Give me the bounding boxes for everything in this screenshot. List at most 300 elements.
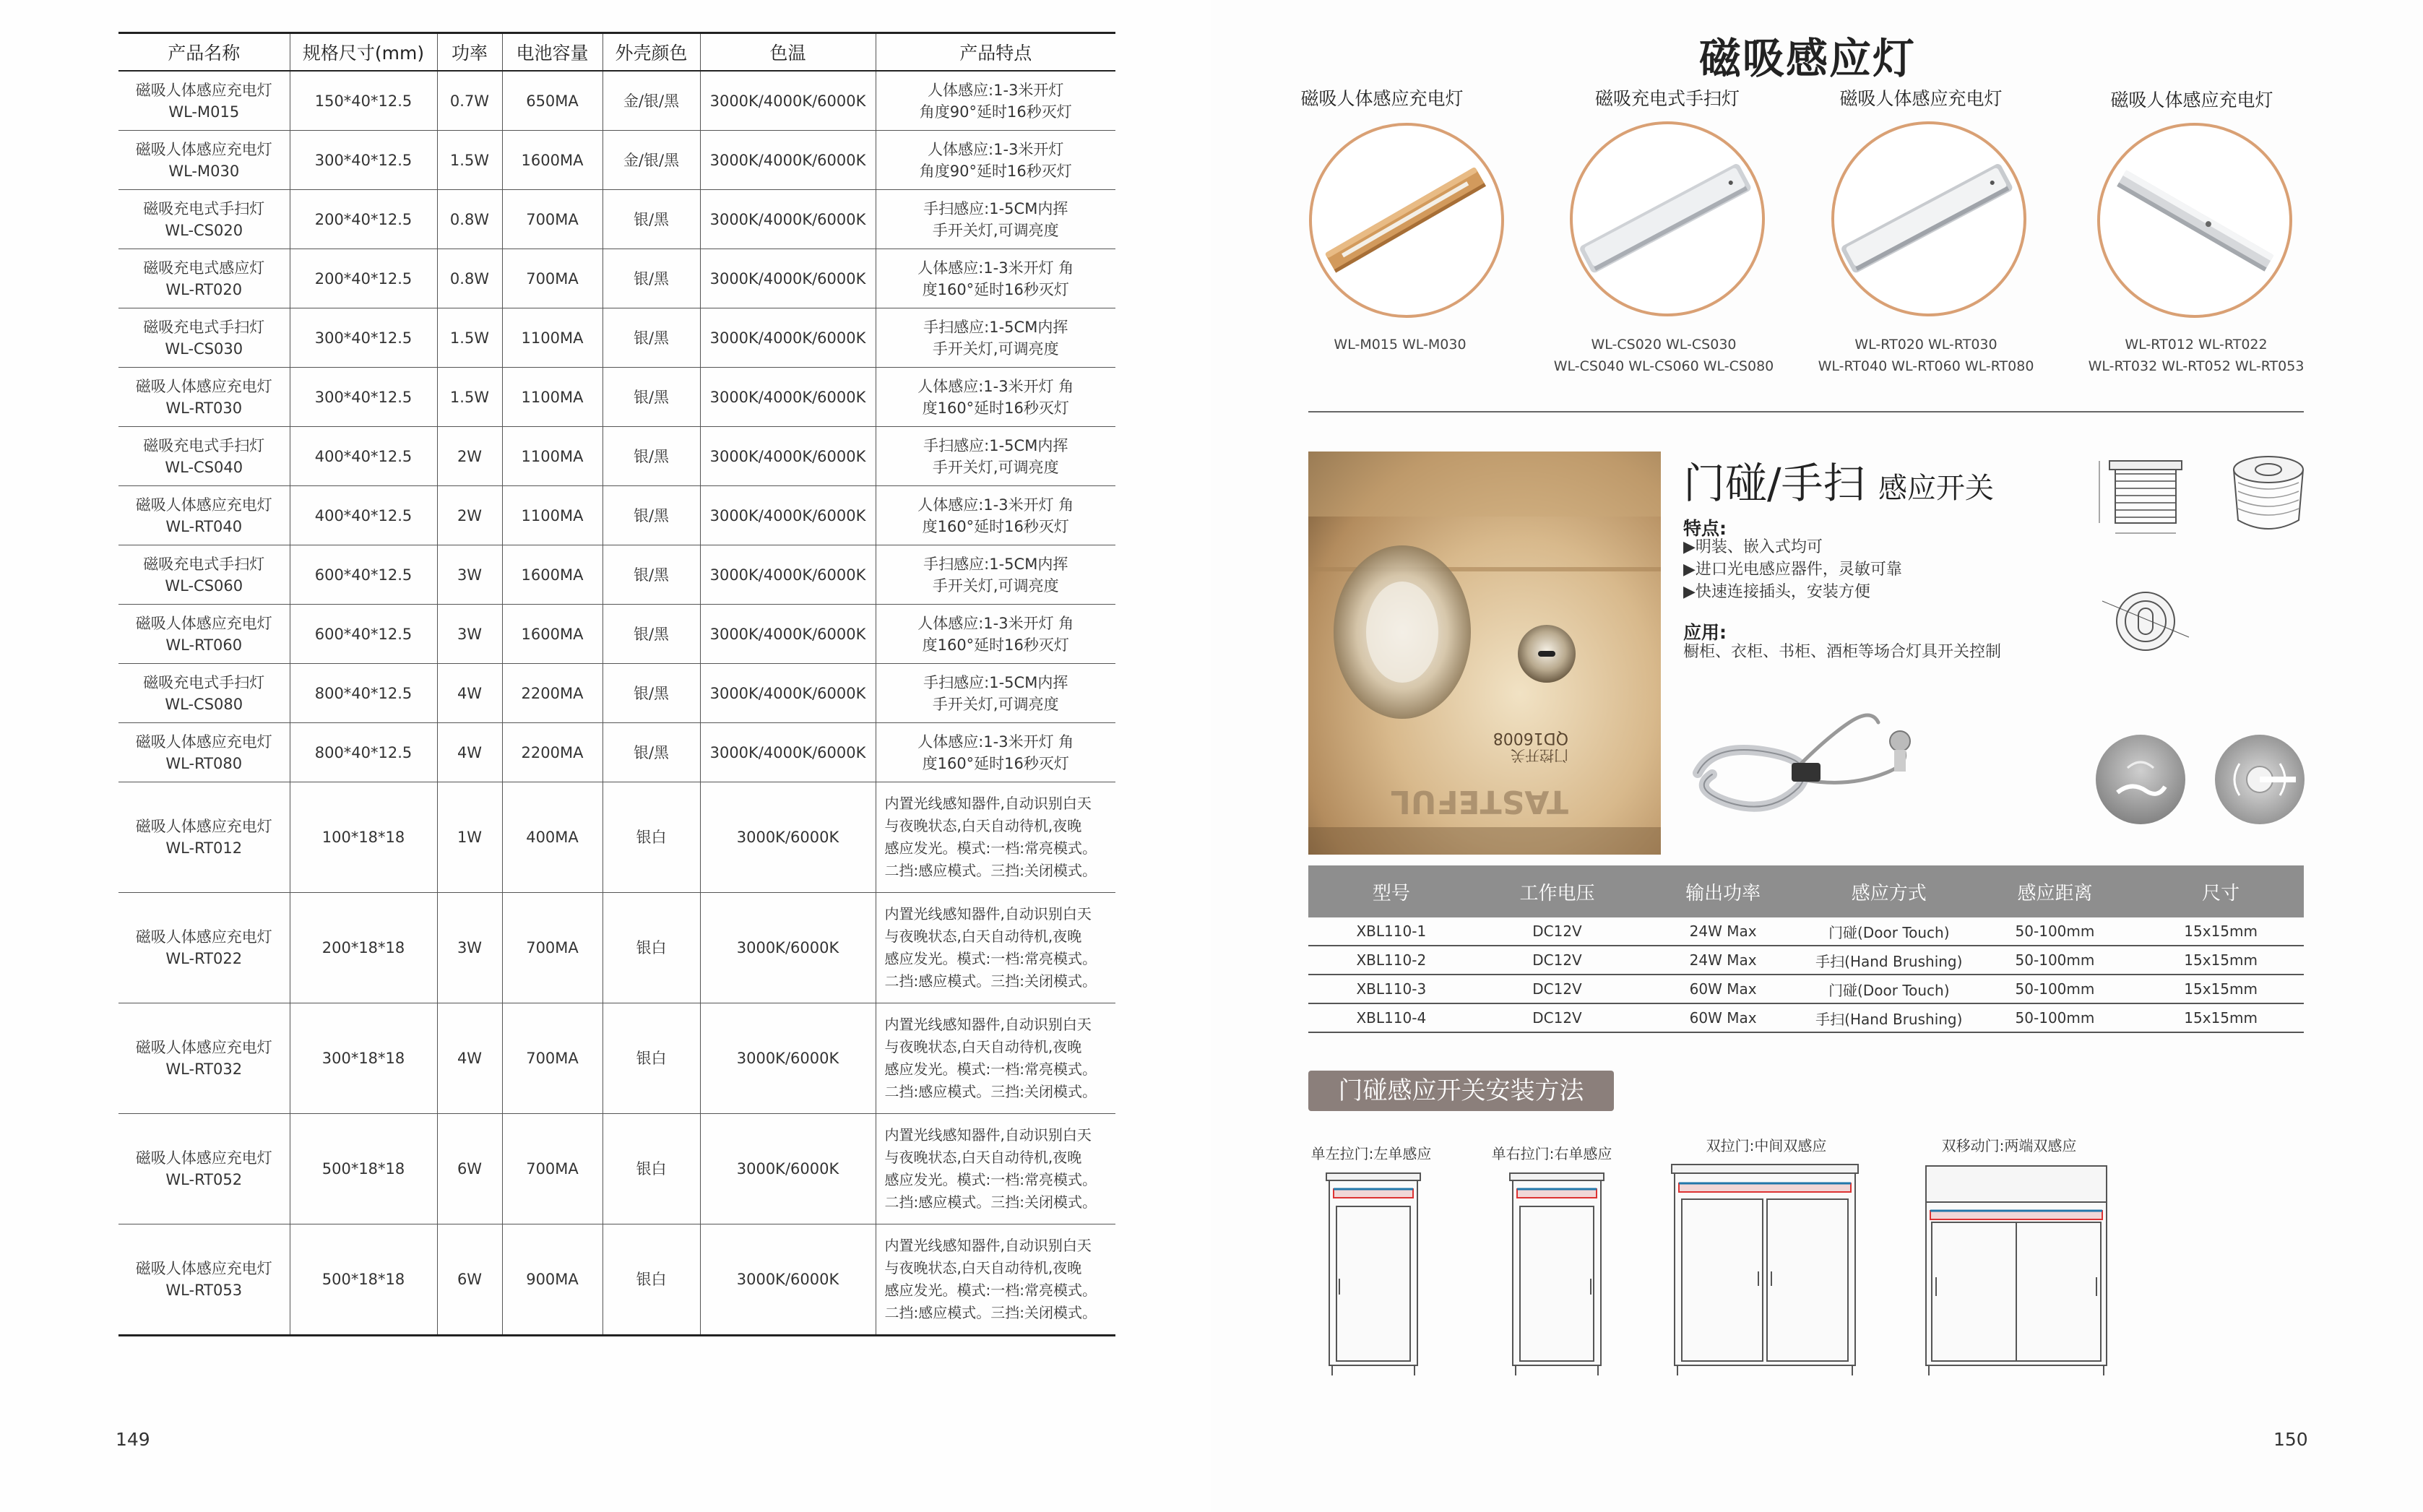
feature-line: 二挡:感应模式。三挡:关闭模式。 xyxy=(884,1083,1097,1100)
table-row xyxy=(118,427,1115,486)
feature-line: 二挡:感应模式。三挡:关闭模式。 xyxy=(884,1304,1097,1321)
page-number-left: 149 xyxy=(116,1429,150,1450)
product-model: WL-CS040 xyxy=(165,458,243,476)
feature-line: 内置光线感知器件,自动识别白天 xyxy=(884,1237,1092,1254)
battery-cell: 2200MA xyxy=(502,723,602,782)
product-name-cell xyxy=(118,1003,290,1114)
table-row xyxy=(118,545,1115,605)
size-cell: 800*40*12.5 xyxy=(290,723,437,782)
shell-color-cell: 银/黑 xyxy=(602,605,700,664)
header-shell-color: 外壳颜色 xyxy=(602,33,700,72)
color-temp-cell: 3000K/6000K xyxy=(700,1003,876,1114)
feature-cell xyxy=(876,249,1115,308)
shell-color-cell: 银/黑 xyxy=(602,190,700,249)
battery-cell: 700MA xyxy=(502,1003,602,1114)
voltage-cell: DC12V xyxy=(1474,1003,1641,1032)
feature-item: ▶明装、嵌入式均可 xyxy=(1683,538,1823,556)
color-temp-cell: 3000K/6000K xyxy=(700,1224,876,1336)
size-cell: 400*40*12.5 xyxy=(290,486,437,545)
photo-brand-text: TASTEFUL xyxy=(1390,783,1568,820)
feature-cell xyxy=(876,190,1115,249)
product-name-cell xyxy=(118,486,290,545)
product-name-cell xyxy=(118,1224,290,1336)
switch-cable-image xyxy=(1683,694,1929,831)
feature-cell xyxy=(876,545,1115,605)
feature-line: 手开关灯,可调亮度 xyxy=(932,576,1059,595)
product-name: 磁吸人体感应充电灯 xyxy=(135,1039,272,1056)
color-temp-cell: 3000K/6000K xyxy=(700,893,876,1003)
product-models-3-line2: WL-RT040 WL-RT060 WL-RT080 xyxy=(1818,358,2034,374)
model-cell: XBL110-3 xyxy=(1308,975,1474,1003)
dimensions-cell: 15x15mm xyxy=(2138,975,2304,1003)
feature-line: 与夜晚状态,白天自动待机,夜晚 xyxy=(884,1259,1082,1276)
photo-label-code: QD16008 xyxy=(1493,729,1568,747)
product-models-4 xyxy=(2073,334,2319,377)
table-row xyxy=(1308,946,2304,975)
product-name-cell xyxy=(118,368,290,427)
switch-table-body xyxy=(1308,917,2304,1032)
size-cell: 100*18*18 xyxy=(290,782,437,893)
product-name: 磁吸充电式手扫灯 xyxy=(143,673,265,691)
table-row xyxy=(118,893,1115,1003)
feature-line: 度160°延时16秒灭灯 xyxy=(922,517,1069,535)
feature-cell xyxy=(876,427,1115,486)
product-name-cell xyxy=(118,605,290,664)
voltage-cell: DC12V xyxy=(1474,946,1641,975)
battery-cell: 700MA xyxy=(502,893,602,1003)
product-title-4: 磁吸人体感应充电灯 xyxy=(2110,90,2273,111)
power-cell: 3W xyxy=(437,545,502,605)
power-cell: 2W xyxy=(437,486,502,545)
power-cell: 6W xyxy=(437,1114,502,1224)
output-power-cell: 60W Max xyxy=(1640,1003,1806,1032)
feature-cell xyxy=(876,605,1115,664)
color-temp-cell: 3000K/4000K/6000K xyxy=(700,190,876,249)
cabinet-label-3: 双拉门:中间双感应 xyxy=(1706,1137,1827,1154)
feature-line: 手扫感应:1-5CM内挥 xyxy=(923,318,1068,336)
switch-dimension-drawing xyxy=(2081,448,2312,665)
feature-cell xyxy=(876,1224,1115,1336)
header-sensing-mode: 感应方式 xyxy=(1806,865,1972,917)
product-name-cell xyxy=(118,249,290,308)
cabinet-double-swing-drawing xyxy=(1667,1162,1862,1380)
product-name: 磁吸充电式手扫灯 xyxy=(143,555,265,573)
shell-color-cell: 银白 xyxy=(602,1224,700,1336)
feature-line: 度160°延时16秒灭灯 xyxy=(922,280,1069,298)
photo-label-type: 门控开关 xyxy=(1511,747,1568,764)
feature-line: 与夜晚状态,白天自动待机,夜晚 xyxy=(884,1149,1082,1166)
hand-sweep-sensor-icon xyxy=(2096,735,2185,824)
spec-table-body xyxy=(118,71,1115,1336)
size-cell: 300*40*12.5 xyxy=(290,131,437,190)
power-cell: 4W xyxy=(437,664,502,723)
cabinet-label-2: 单右拉门:右单感应 xyxy=(1491,1145,1612,1162)
sensing-mode-cell: 手扫(Hand Brushing) xyxy=(1806,1003,1972,1032)
product-models-3-line1: WL-RT020 WL-RT030 xyxy=(1854,337,1997,353)
page-title: 磁吸感应灯 xyxy=(1699,34,1917,83)
shell-color-cell: 银/黑 xyxy=(602,486,700,545)
feature-item: ▶进口光电感应器件，灵敏可靠 xyxy=(1683,561,1902,579)
product-model: WL-M015 xyxy=(168,103,240,121)
sensing-mode-cell: 门碰(Door Touch) xyxy=(1806,975,1972,1003)
feature-line: 手扫感应:1-5CM内挥 xyxy=(923,555,1068,573)
product-name: 磁吸人体感应充电灯 xyxy=(135,140,272,158)
product-name-cell xyxy=(118,723,290,782)
battery-cell: 1600MA xyxy=(502,131,602,190)
color-temp-cell: 3000K/4000K/6000K xyxy=(700,486,876,545)
size-cell: 600*40*12.5 xyxy=(290,545,437,605)
battery-cell: 650MA xyxy=(502,71,602,131)
power-cell: 0.8W xyxy=(437,249,502,308)
cabinet-label-1: 单左拉门:左单感应 xyxy=(1310,1145,1432,1162)
battery-cell: 700MA xyxy=(502,249,602,308)
features-label: 特点: xyxy=(1683,518,1727,539)
product-name-cell xyxy=(118,427,290,486)
feature-cell xyxy=(876,664,1115,723)
battery-cell: 1100MA xyxy=(502,486,602,545)
feature-line: 人体感应:1-3米开灯 角 xyxy=(917,733,1074,751)
cabinet-single-right-drawing xyxy=(1503,1170,1611,1380)
product-name: 磁吸人体感应充电灯 xyxy=(135,818,272,835)
output-power-cell: 24W Max xyxy=(1640,917,1806,946)
product-name: 磁吸人体感应充电灯 xyxy=(135,614,272,632)
product-name-cell xyxy=(118,71,290,131)
color-temp-cell: 3000K/6000K xyxy=(700,1114,876,1224)
power-cell: 0.7W xyxy=(437,71,502,131)
feature-line: 角度90°延时16秒灭灯 xyxy=(919,162,1072,180)
shell-color-cell: 银/黑 xyxy=(602,308,700,368)
usage-text: 橱柜、衣柜、书柜、酒柜等场合灯具开关控制 xyxy=(1683,643,2002,661)
product-model: WL-RT030 xyxy=(165,399,243,417)
product-model: WL-RT080 xyxy=(165,754,243,772)
power-cell: 1.5W xyxy=(437,308,502,368)
feature-cell xyxy=(876,308,1115,368)
shell-color-cell: 银/黑 xyxy=(602,723,700,782)
feature-line: 手扫感应:1-5CM内挥 xyxy=(923,673,1068,691)
product-model: WL-RT053 xyxy=(165,1282,243,1299)
product-name: 磁吸充电式手扫灯 xyxy=(143,199,265,217)
battery-cell: 1600MA xyxy=(502,545,602,605)
switch-title-sub: 感应开关 xyxy=(1878,472,1994,505)
product-image-gold-bar xyxy=(1309,123,1504,318)
header-size: 规格尺寸(mm) xyxy=(290,33,437,72)
power-cell: 1.5W xyxy=(437,131,502,190)
table-row xyxy=(1308,1003,2304,1032)
sensing-distance-cell: 50-100mm xyxy=(1972,917,2138,946)
features-list xyxy=(1683,536,1902,603)
size-cell: 800*40*12.5 xyxy=(290,664,437,723)
color-temp-cell: 3000K/4000K/6000K xyxy=(700,368,876,427)
product-name: 磁吸人体感应充电灯 xyxy=(135,1260,272,1277)
model-cell: XBL110-1 xyxy=(1308,917,1474,946)
color-temp-cell: 3000K/4000K/6000K xyxy=(700,249,876,308)
size-cell: 150*40*12.5 xyxy=(290,71,437,131)
color-temp-cell: 3000K/4000K/6000K xyxy=(700,605,876,664)
spec-table-header xyxy=(118,33,1115,72)
feature-line: 内置光线感知器件,自动识别白天 xyxy=(884,1016,1092,1033)
battery-cell: 700MA xyxy=(502,1114,602,1224)
color-temp-cell: 3000K/4000K/6000K xyxy=(700,71,876,131)
feature-line: 与夜晚状态,白天自动待机,夜晚 xyxy=(884,1038,1082,1055)
battery-cell: 1100MA xyxy=(502,308,602,368)
shell-color-cell: 金/银/黑 xyxy=(602,131,700,190)
color-temp-cell: 3000K/4000K/6000K xyxy=(700,308,876,368)
product-name: 磁吸充电式手扫灯 xyxy=(143,436,265,454)
size-cell: 300*40*12.5 xyxy=(290,368,437,427)
feature-line: 感应发光。模式:一档:常亮模式。 xyxy=(884,1060,1097,1078)
product-name-cell xyxy=(118,782,290,893)
page-number-right: 150 xyxy=(2273,1429,2308,1450)
table-row xyxy=(118,486,1115,545)
header-color-temp: 色温 xyxy=(700,33,876,72)
header-features: 产品特点 xyxy=(876,33,1115,72)
feature-line: 感应发光。模式:一档:常亮模式。 xyxy=(884,1282,1097,1299)
table-row xyxy=(118,664,1115,723)
voltage-cell: DC12V xyxy=(1474,975,1641,1003)
feature-line: 手开关灯,可调亮度 xyxy=(932,458,1059,476)
feature-line: 度160°延时16秒灭灯 xyxy=(922,636,1069,654)
battery-cell: 1600MA xyxy=(502,605,602,664)
feature-line: 手扫感应:1-5CM内挥 xyxy=(923,436,1068,454)
product-name: 磁吸充电式感应灯 xyxy=(143,259,265,277)
power-cell: 0.8W xyxy=(437,190,502,249)
dimensions-cell: 15x15mm xyxy=(2138,946,2304,975)
power-cell: 1.5W xyxy=(437,368,502,427)
product-name: 磁吸充电式手扫灯 xyxy=(143,318,265,336)
product-model: WL-RT052 xyxy=(165,1171,243,1188)
header-battery: 电池容量 xyxy=(502,33,602,72)
product-title-2: 磁吸充电式手扫灯 xyxy=(1594,88,1740,109)
feature-line: 度160°延时16秒灭灯 xyxy=(922,399,1069,417)
sensing-distance-cell: 50-100mm xyxy=(1972,975,2138,1003)
product-model: WL-RT060 xyxy=(165,636,243,654)
install-method-badge: 门碰感应开关安装方法 xyxy=(1308,1071,1614,1111)
feature-line: 手开关灯,可调亮度 xyxy=(932,221,1059,239)
cabinet-double-sliding-drawing xyxy=(1919,1162,2114,1380)
header-dimensions: 尺寸 xyxy=(2138,865,2304,917)
feature-cell xyxy=(876,782,1115,893)
feature-cell xyxy=(876,1003,1115,1114)
product-model: WL-CS080 xyxy=(165,695,243,713)
color-temp-cell: 3000K/4000K/6000K xyxy=(700,131,876,190)
silver-light-bar-icon xyxy=(1573,124,1762,314)
color-temp-cell: 3000K/4000K/6000K xyxy=(700,723,876,782)
door-touch-sensor-icon xyxy=(2215,735,2305,824)
feature-item: ▶快速连接插头，安装方便 xyxy=(1683,583,1870,601)
switch-title-main: 门碰/手扫 xyxy=(1683,459,1865,508)
size-cell: 500*18*18 xyxy=(290,1114,437,1224)
table-row xyxy=(118,308,1115,368)
battery-cell: 1100MA xyxy=(502,368,602,427)
feature-line: 与夜晚状态,白天自动待机,夜晚 xyxy=(884,928,1082,945)
silver-light-bar-icon xyxy=(1834,124,2024,314)
product-model: WL-RT040 xyxy=(165,517,243,535)
product-name-cell xyxy=(118,131,290,190)
table-row xyxy=(118,782,1115,893)
feature-cell xyxy=(876,723,1115,782)
table-row xyxy=(118,723,1115,782)
product-models-2-line2: WL-CS040 WL-CS060 WL-CS080 xyxy=(1553,358,1774,374)
size-cell: 300*40*12.5 xyxy=(290,308,437,368)
sensing-mode-cell: 手扫(Hand Brushing) xyxy=(1806,946,1972,975)
power-cell: 4W xyxy=(437,1003,502,1114)
shell-color-cell: 银/黑 xyxy=(602,368,700,427)
size-cell: 200*18*18 xyxy=(290,893,437,1003)
product-model: WL-RT022 xyxy=(165,950,243,967)
spec-table xyxy=(118,32,1115,1336)
product-name-cell xyxy=(118,893,290,1003)
feature-line: 手扫感应:1-5CM内挥 xyxy=(923,199,1068,217)
product-model: WL-CS020 xyxy=(165,221,243,239)
feature-line: 人体感应:1-3米开灯 角 xyxy=(917,614,1074,632)
header-power: 功率 xyxy=(437,33,502,72)
feature-line: 人体感应:1-3米开灯 xyxy=(928,81,1064,99)
battery-cell: 1100MA xyxy=(502,427,602,486)
sensing-distance-cell: 50-100mm xyxy=(1972,1003,2138,1032)
feature-line: 二挡:感应模式。三挡:关闭模式。 xyxy=(884,1193,1097,1211)
product-name-cell xyxy=(118,1114,290,1224)
feature-cell xyxy=(876,1114,1115,1224)
section-divider xyxy=(1308,411,2304,412)
size-cell: 500*18*18 xyxy=(290,1224,437,1336)
switch-photo-art xyxy=(1308,452,1661,855)
product-models-3 xyxy=(1803,334,2049,377)
sensing-mode-cell: 门碰(Door Touch) xyxy=(1806,917,1972,946)
battery-cell: 400MA xyxy=(502,782,602,893)
battery-cell: 900MA xyxy=(502,1224,602,1336)
header-model: 型号 xyxy=(1308,865,1474,917)
cabinet-label-4: 双移动门:两端双感应 xyxy=(1941,1137,2077,1154)
product-name-cell xyxy=(118,545,290,605)
shell-color-cell: 银/黑 xyxy=(602,249,700,308)
shell-color-cell: 银白 xyxy=(602,1114,700,1224)
shell-color-cell: 银白 xyxy=(602,782,700,893)
product-models-4-line2: WL-RT032 WL-RT052 WL-RT053 xyxy=(2088,358,2305,374)
size-cell: 400*40*12.5 xyxy=(290,427,437,486)
product-model: WL-CS030 xyxy=(165,340,243,358)
shell-color-cell: 银/黑 xyxy=(602,664,700,723)
product-models-4-line1: WL-RT012 WL-RT022 xyxy=(2125,337,2268,353)
output-power-cell: 24W Max xyxy=(1640,946,1806,975)
model-cell: XBL110-2 xyxy=(1308,946,1474,975)
table-row xyxy=(1308,975,2304,1003)
feature-line: 手开关灯,可调亮度 xyxy=(932,340,1059,358)
dimensions-cell: 15x15mm xyxy=(2138,1003,2304,1032)
feature-line: 人体感应:1-3米开灯 角 xyxy=(917,377,1074,395)
switch-title xyxy=(1683,449,1994,510)
header-product-name: 产品名称 xyxy=(118,33,290,72)
color-temp-cell: 3000K/4000K/6000K xyxy=(700,545,876,605)
power-cell: 2W xyxy=(437,427,502,486)
dimensions-cell: 15x15mm xyxy=(2138,917,2304,946)
table-row xyxy=(118,71,1115,131)
feature-line: 感应发光。模式:一档:常亮模式。 xyxy=(884,1171,1097,1188)
feature-cell xyxy=(876,368,1115,427)
header-output-power: 输出功率 xyxy=(1640,865,1806,917)
color-temp-cell: 3000K/4000K/6000K xyxy=(700,664,876,723)
power-cell: 6W xyxy=(437,1224,502,1336)
feature-cell xyxy=(876,131,1115,190)
shell-color-cell: 银白 xyxy=(602,1003,700,1114)
feature-line: 感应发光。模式:一档:常亮模式。 xyxy=(884,839,1097,857)
feature-line: 与夜晚状态,白天自动待机,夜晚 xyxy=(884,817,1082,834)
product-models-2 xyxy=(1541,334,1787,377)
product-name: 磁吸人体感应充电灯 xyxy=(135,496,272,514)
feature-cell xyxy=(876,893,1115,1003)
product-name: 磁吸人体感应充电灯 xyxy=(135,377,272,395)
size-cell: 300*18*18 xyxy=(290,1003,437,1114)
switch-photo xyxy=(1308,452,1661,855)
thin-light-bar-icon xyxy=(2100,126,2289,315)
feature-line: 二挡:感应模式。三挡:关闭模式。 xyxy=(884,862,1097,879)
product-model: WL-RT020 xyxy=(165,280,243,298)
color-temp-cell: 3000K/6000K xyxy=(700,782,876,893)
battery-cell: 2200MA xyxy=(502,664,602,723)
model-cell: XBL110-4 xyxy=(1308,1003,1474,1032)
table-row xyxy=(118,190,1115,249)
table-row xyxy=(118,131,1115,190)
product-models-1 xyxy=(1277,334,1523,355)
feature-line: 人体感应:1-3米开灯 角 xyxy=(917,259,1074,277)
header-voltage: 工作电压 xyxy=(1474,865,1641,917)
voltage-cell: DC12V xyxy=(1474,917,1641,946)
color-temp-cell: 3000K/4000K/6000K xyxy=(700,427,876,486)
battery-cell: 700MA xyxy=(502,190,602,249)
header-sensing-distance: 感应距离 xyxy=(1972,865,2138,917)
size-cell: 600*40*12.5 xyxy=(290,605,437,664)
shell-color-cell: 金/银/黑 xyxy=(602,71,700,131)
feature-line: 内置光线感知器件,自动识别白天 xyxy=(884,795,1092,812)
output-power-cell: 60W Max xyxy=(1640,975,1806,1003)
feature-line: 人体感应:1-3米开灯 xyxy=(928,140,1064,158)
power-cell: 3W xyxy=(437,605,502,664)
product-name: 磁吸人体感应充电灯 xyxy=(135,1149,272,1167)
table-row xyxy=(118,1224,1115,1336)
product-image-thin-bar xyxy=(2097,123,2292,318)
product-model: WL-M030 xyxy=(168,162,240,180)
product-model: WL-CS060 xyxy=(165,576,243,595)
usage-label: 应用: xyxy=(1683,622,1727,643)
product-name: 磁吸人体感应充电灯 xyxy=(135,928,272,946)
feature-cell xyxy=(876,486,1115,545)
feature-cell xyxy=(876,71,1115,131)
product-models-2-line1: WL-CS020 WL-CS030 xyxy=(1591,337,1737,353)
feature-line: 内置光线感知器件,自动识别白天 xyxy=(884,1126,1092,1144)
product-name-cell xyxy=(118,308,290,368)
product-models-1-line1: WL-M015 WL-M030 xyxy=(1334,337,1467,353)
feature-line: 度160°延时16秒灭灯 xyxy=(922,754,1069,772)
size-cell: 200*40*12.5 xyxy=(290,249,437,308)
shell-color-cell: 银/黑 xyxy=(602,545,700,605)
product-title-3: 磁吸人体感应充电灯 xyxy=(1839,88,2003,109)
power-cell: 1W xyxy=(437,782,502,893)
table-row xyxy=(118,249,1115,308)
table-row xyxy=(118,605,1115,664)
product-model: WL-RT012 xyxy=(165,839,243,857)
feature-line: 角度90°延时16秒灭灯 xyxy=(919,103,1072,121)
sensing-distance-cell: 50-100mm xyxy=(1972,946,2138,975)
switch-table-header xyxy=(1308,865,2304,917)
power-cell: 4W xyxy=(437,723,502,782)
table-row xyxy=(118,368,1115,427)
shell-color-cell: 银/黑 xyxy=(602,427,700,486)
product-image-silver-bar-2 xyxy=(1831,121,2026,316)
power-cell: 3W xyxy=(437,893,502,1003)
feature-line: 人体感应:1-3米开灯 角 xyxy=(917,496,1074,514)
table-row xyxy=(118,1003,1115,1114)
feature-line: 感应发光。模式:一档:常亮模式。 xyxy=(884,950,1097,967)
feature-line: 内置光线感知器件,自动识别白天 xyxy=(884,905,1092,923)
